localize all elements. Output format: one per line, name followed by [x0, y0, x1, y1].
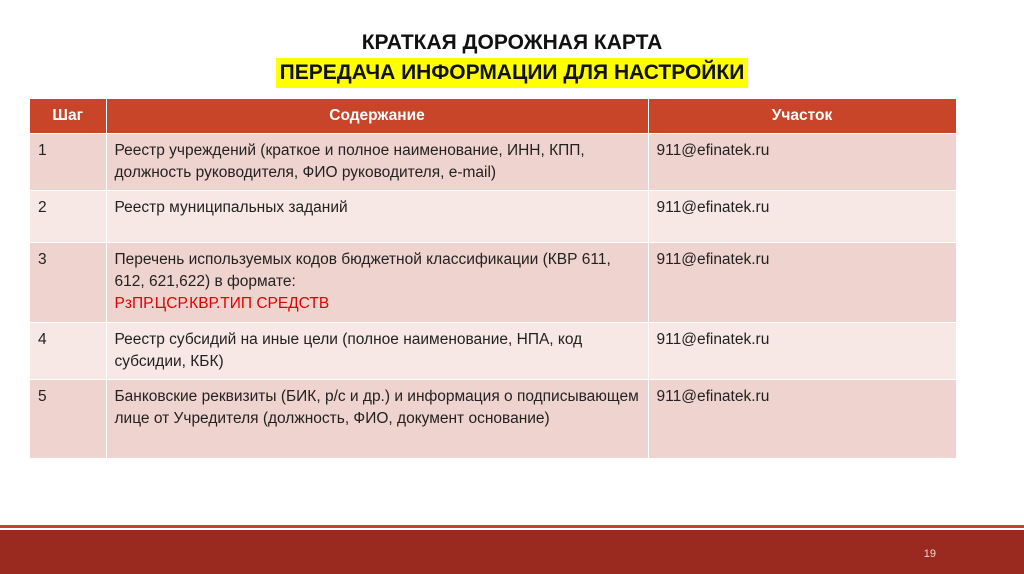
cell-contact: 911@efinatek.ru: [648, 323, 956, 380]
cell-contact: 911@efinatek.ru: [648, 134, 956, 191]
header-step: Шаг: [30, 99, 106, 134]
table-row: [30, 323, 956, 380]
cell-content: Банковские реквизиты (БИК, р/с и др.) и информация о подписывающем лице от Учредителя (должность, ФИО, документ основание): [106, 380, 648, 458]
header-content: Содержание: [106, 99, 648, 134]
cell-step: 3: [30, 243, 106, 323]
cell-contact: 911@efinatek.ru: [648, 243, 956, 323]
footer-divider: [0, 525, 1024, 528]
budget-code-format: РзПР.ЦСР.КВР.ТИП СРЕДСТВ: [114, 295, 330, 312]
footer-bar: [0, 530, 1024, 574]
cell-content: Реестр муниципальных заданий: [106, 191, 648, 243]
header-contact: Участок: [648, 99, 956, 134]
table-row: [30, 243, 956, 323]
content-text: Перечень используемых кодов бюджетной классификации (КВР 611, 612, 621,622) в формате:: [114, 251, 611, 290]
table-row: [30, 380, 956, 458]
table-header-row: [30, 99, 956, 134]
cell-content: Реестр учреждений (краткое и полное наименование, ИНН, КПП, должность руководителя, ФИО руководителя, e-mail): [106, 134, 648, 191]
cell-content: Реестр субсидий на иные цели (полное наименование, НПА, код субсидии, КБК): [106, 323, 648, 380]
slide-title: [0, 28, 1024, 88]
table-row: [30, 191, 956, 243]
cell-contact: 911@efinatek.ru: [648, 380, 956, 458]
roadmap-table: [30, 99, 957, 458]
cell-step: 1: [30, 134, 106, 191]
cell-contact: 911@efinatek.ru: [648, 191, 956, 243]
title-line-1: КРАТКАЯ ДОРОЖНАЯ КАРТА: [361, 31, 663, 54]
cell-step: 2: [30, 191, 106, 243]
title-line-2-highlighted: ПЕРЕДАЧА ИНФОРМАЦИИ ДЛЯ НАСТРОЙКИ: [276, 58, 749, 88]
cell-step: 4: [30, 323, 106, 380]
cell-step: 5: [30, 380, 106, 458]
page-number: 19: [923, 548, 936, 560]
cell-content: [106, 243, 648, 323]
table-row: [30, 134, 956, 191]
